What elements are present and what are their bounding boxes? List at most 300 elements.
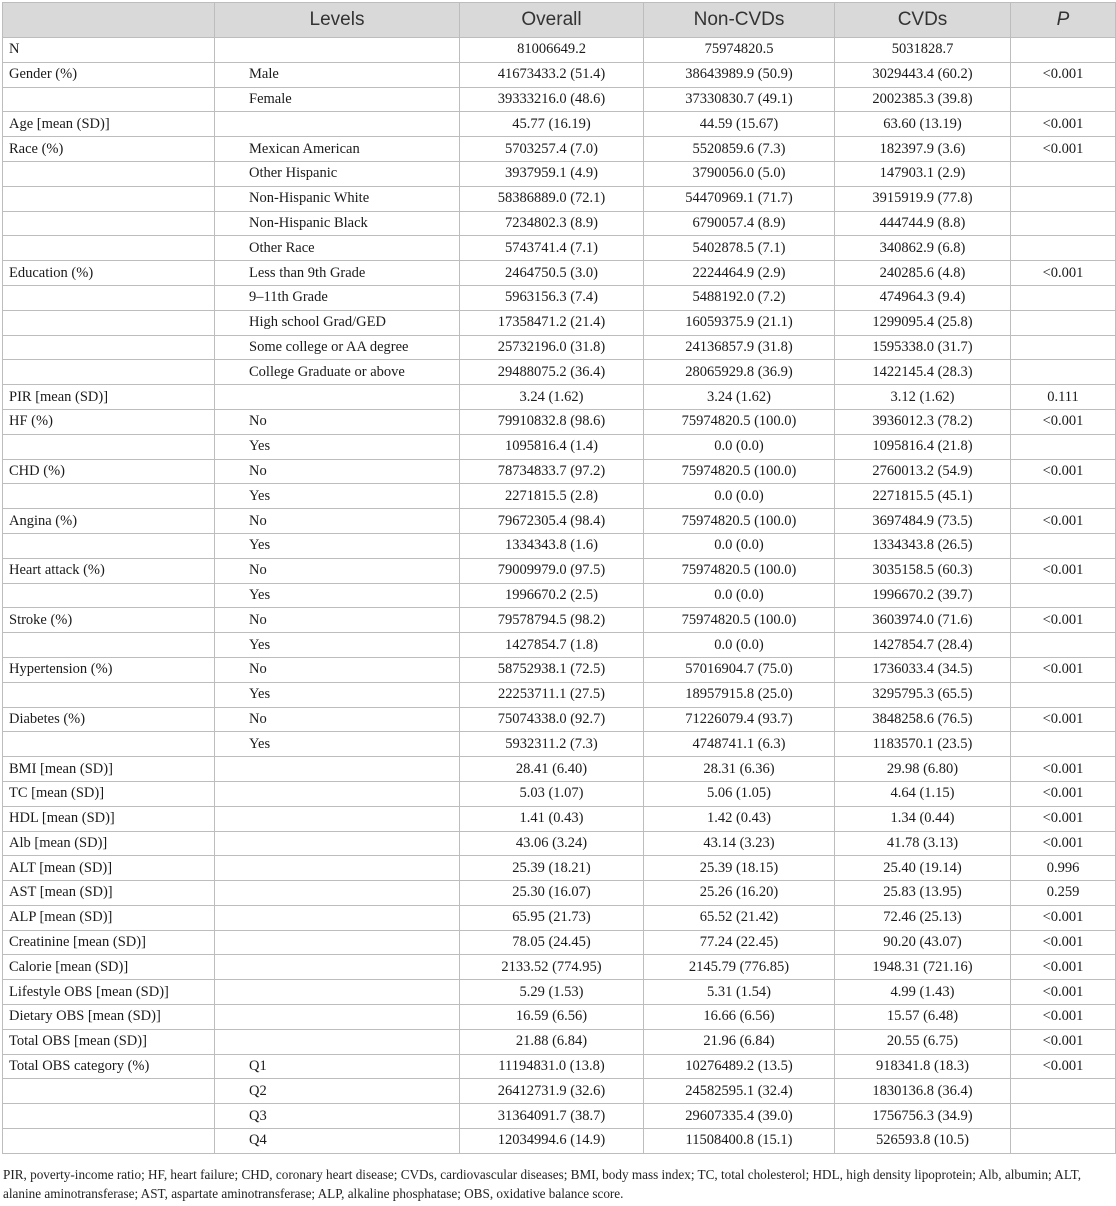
- level-cell: [215, 757, 460, 782]
- level-cell: Non-Hispanic Black: [215, 211, 460, 236]
- table-row: [3, 806, 1116, 831]
- non-cvds-cell: 24582595.1 (32.4): [644, 1079, 835, 1104]
- cvds-cell: 1595338.0 (31.7): [835, 335, 1011, 360]
- variable-cell: Hypertension (%): [3, 657, 215, 682]
- cvds-cell: 3.12 (1.62): [835, 385, 1011, 410]
- cvds-cell: 3295795.3 (65.5): [835, 682, 1011, 707]
- cvds-cell: 240285.6 (4.8): [835, 261, 1011, 286]
- overall-cell: 29488075.2 (36.4): [460, 360, 644, 385]
- level-cell: [215, 806, 460, 831]
- overall-cell: 65.95 (21.73): [460, 905, 644, 930]
- p-value-cell: <0.001: [1011, 1005, 1116, 1030]
- table-row: [3, 633, 1116, 658]
- non-cvds-cell: 75974820.5 (100.0): [644, 459, 835, 484]
- table-row: [3, 261, 1116, 286]
- table-row: [3, 62, 1116, 87]
- level-cell: Other Race: [215, 236, 460, 261]
- non-cvds-cell: 18957915.8 (25.0): [644, 682, 835, 707]
- cvds-cell: 1736033.4 (34.5): [835, 657, 1011, 682]
- non-cvds-cell: 54470969.1 (71.7): [644, 186, 835, 211]
- overall-cell: 79672305.4 (98.4): [460, 509, 644, 534]
- table-row: [3, 310, 1116, 335]
- variable-cell: ALT [mean (SD)]: [3, 856, 215, 881]
- p-value-cell: <0.001: [1011, 459, 1116, 484]
- overall-cell: 22253711.1 (27.5): [460, 682, 644, 707]
- overall-cell: 11194831.0 (13.8): [460, 1054, 644, 1079]
- p-value-cell: [1011, 682, 1116, 707]
- p-value-cell: [1011, 732, 1116, 757]
- cvds-cell: 1996670.2 (39.7): [835, 583, 1011, 608]
- cvds-cell: 1427854.7 (28.4): [835, 633, 1011, 658]
- variable-cell: Diabetes (%): [3, 707, 215, 732]
- overall-cell: 79578794.5 (98.2): [460, 608, 644, 633]
- non-cvds-cell: 28.31 (6.36): [644, 757, 835, 782]
- header-overall: Overall: [460, 3, 644, 38]
- cvds-cell: 72.46 (25.13): [835, 905, 1011, 930]
- table-row: [3, 409, 1116, 434]
- level-cell: Non-Hispanic White: [215, 186, 460, 211]
- variable-cell: Education (%): [3, 261, 215, 286]
- non-cvds-cell: 2224464.9 (2.9): [644, 261, 835, 286]
- table-row: [3, 385, 1116, 410]
- non-cvds-cell: 75974820.5 (100.0): [644, 558, 835, 583]
- cvds-cell: 25.40 (19.14): [835, 856, 1011, 881]
- p-value-cell: <0.001: [1011, 757, 1116, 782]
- header-cvds: CVDs: [835, 3, 1011, 38]
- p-value-cell: <0.001: [1011, 806, 1116, 831]
- p-value-cell: <0.001: [1011, 980, 1116, 1005]
- cvds-cell: 474964.3 (9.4): [835, 285, 1011, 310]
- overall-cell: 2271815.5 (2.8): [460, 484, 644, 509]
- level-cell: [215, 1029, 460, 1054]
- table-row: [3, 509, 1116, 534]
- header-levels: Levels: [215, 3, 460, 38]
- cvds-cell: 4.64 (1.15): [835, 781, 1011, 806]
- variable-cell: [3, 161, 215, 186]
- non-cvds-cell: 25.39 (18.15): [644, 856, 835, 881]
- table-row: [3, 707, 1116, 732]
- overall-cell: 21.88 (6.84): [460, 1029, 644, 1054]
- p-value-cell: <0.001: [1011, 62, 1116, 87]
- table-row: [3, 905, 1116, 930]
- variable-cell: Creatinine [mean (SD)]: [3, 930, 215, 955]
- overall-cell: 41673433.2 (51.4): [460, 62, 644, 87]
- non-cvds-cell: 5402878.5 (7.1): [644, 236, 835, 261]
- p-value-cell: [1011, 38, 1116, 63]
- table-row: [3, 1129, 1116, 1154]
- variable-cell: [3, 434, 215, 459]
- overall-cell: 16.59 (6.56): [460, 1005, 644, 1030]
- cvds-cell: 3936012.3 (78.2): [835, 409, 1011, 434]
- table-row: [3, 1079, 1116, 1104]
- level-cell: [215, 38, 460, 63]
- table-row: [3, 1029, 1116, 1054]
- cvds-cell: 2271815.5 (45.1): [835, 484, 1011, 509]
- p-value-cell: [1011, 533, 1116, 558]
- variable-cell: [3, 633, 215, 658]
- table-row: [3, 434, 1116, 459]
- variable-cell: Heart attack (%): [3, 558, 215, 583]
- table-row: [3, 682, 1116, 707]
- level-cell: No: [215, 509, 460, 534]
- non-cvds-cell: 10276489.2 (13.5): [644, 1054, 835, 1079]
- cvds-cell: 182397.9 (3.6): [835, 137, 1011, 162]
- cvds-cell: 147903.1 (2.9): [835, 161, 1011, 186]
- non-cvds-cell: 65.52 (21.42): [644, 905, 835, 930]
- table-row: [3, 980, 1116, 1005]
- table-body: [3, 38, 1116, 1154]
- variable-cell: Total OBS category (%): [3, 1054, 215, 1079]
- level-cell: Yes: [215, 533, 460, 558]
- table-row: [3, 657, 1116, 682]
- p-value-cell: <0.001: [1011, 781, 1116, 806]
- cvds-cell: 3035158.5 (60.3): [835, 558, 1011, 583]
- p-value-cell: [1011, 87, 1116, 112]
- overall-cell: 17358471.2 (21.4): [460, 310, 644, 335]
- non-cvds-cell: 5488192.0 (7.2): [644, 285, 835, 310]
- overall-cell: 5932311.2 (7.3): [460, 732, 644, 757]
- table-row: [3, 930, 1116, 955]
- overall-cell: 81006649.2: [460, 38, 644, 63]
- table-row: [3, 186, 1116, 211]
- table-row: [3, 533, 1116, 558]
- overall-cell: 39333216.0 (48.6): [460, 87, 644, 112]
- variable-cell: [3, 533, 215, 558]
- variable-cell: BMI [mean (SD)]: [3, 757, 215, 782]
- cvds-cell: 41.78 (3.13): [835, 831, 1011, 856]
- cvds-cell: 1948.31 (721.16): [835, 955, 1011, 980]
- variable-cell: [3, 360, 215, 385]
- non-cvds-cell: 5.06 (1.05): [644, 781, 835, 806]
- level-cell: [215, 385, 460, 410]
- table-row: [3, 484, 1116, 509]
- overall-cell: 79009979.0 (97.5): [460, 558, 644, 583]
- non-cvds-cell: 0.0 (0.0): [644, 434, 835, 459]
- overall-cell: 2133.52 (774.95): [460, 955, 644, 980]
- cvds-cell: 90.20 (43.07): [835, 930, 1011, 955]
- table-row: [3, 360, 1116, 385]
- non-cvds-cell: 5520859.6 (7.3): [644, 137, 835, 162]
- variable-cell: Lifestyle OBS [mean (SD)]: [3, 980, 215, 1005]
- level-cell: Mexican American: [215, 137, 460, 162]
- variable-cell: HDL [mean (SD)]: [3, 806, 215, 831]
- non-cvds-cell: 75974820.5 (100.0): [644, 608, 835, 633]
- cvds-cell: 918341.8 (18.3): [835, 1054, 1011, 1079]
- cvds-cell: 1830136.8 (36.4): [835, 1079, 1011, 1104]
- overall-cell: 1334343.8 (1.6): [460, 533, 644, 558]
- level-cell: Yes: [215, 583, 460, 608]
- table-row: [3, 1054, 1116, 1079]
- variable-cell: [3, 335, 215, 360]
- p-value-cell: [1011, 484, 1116, 509]
- table-row: [3, 161, 1116, 186]
- variable-cell: [3, 285, 215, 310]
- non-cvds-cell: 1.42 (0.43): [644, 806, 835, 831]
- p-value-cell: [1011, 583, 1116, 608]
- variable-cell: [3, 1129, 215, 1154]
- p-value-cell: <0.001: [1011, 608, 1116, 633]
- non-cvds-cell: 77.24 (22.45): [644, 930, 835, 955]
- table-row: [3, 38, 1116, 63]
- cvds-cell: 3029443.4 (60.2): [835, 62, 1011, 87]
- p-value-cell: <0.001: [1011, 261, 1116, 286]
- level-cell: [215, 781, 460, 806]
- non-cvds-cell: 6790057.4 (8.9): [644, 211, 835, 236]
- overall-cell: 25732196.0 (31.8): [460, 335, 644, 360]
- overall-cell: 78734833.7 (97.2): [460, 459, 644, 484]
- variable-cell: [3, 682, 215, 707]
- overall-cell: 1.41 (0.43): [460, 806, 644, 831]
- p-value-cell: <0.001: [1011, 707, 1116, 732]
- table-footnote: PIR, poverty-income ratio; HF, heart failure; CHD, coronary heart disease; CVDs, cardiovascular diseases; BMI, body mass index; TC, total cholesterol; HDL, high density lipoprotein; Alb, albumin; ALT, alanine aminotransferase; AST, aspartate aminotransferase; ALP, alkaline phosphatase; OBS, oxidative balance score.: [3, 1167, 1082, 1201]
- p-value-cell: <0.001: [1011, 905, 1116, 930]
- cvds-cell: 3697484.9 (73.5): [835, 509, 1011, 534]
- level-cell: [215, 955, 460, 980]
- table-row: [3, 459, 1116, 484]
- overall-cell: 5743741.4 (7.1): [460, 236, 644, 261]
- overall-cell: 43.06 (3.24): [460, 831, 644, 856]
- table-row: [3, 335, 1116, 360]
- level-cell: Less than 9th Grade: [215, 261, 460, 286]
- non-cvds-cell: 24136857.9 (31.8): [644, 335, 835, 360]
- level-cell: Other Hispanic: [215, 161, 460, 186]
- level-cell: Female: [215, 87, 460, 112]
- overall-cell: 78.05 (24.45): [460, 930, 644, 955]
- table-row: [3, 558, 1116, 583]
- variable-cell: [3, 87, 215, 112]
- non-cvds-cell: 43.14 (3.23): [644, 831, 835, 856]
- overall-cell: 3937959.1 (4.9): [460, 161, 644, 186]
- header-row: [3, 3, 1116, 38]
- cvds-cell: 1183570.1 (23.5): [835, 732, 1011, 757]
- non-cvds-cell: 5.31 (1.54): [644, 980, 835, 1005]
- variable-cell: [3, 583, 215, 608]
- p-value-cell: [1011, 360, 1116, 385]
- overall-cell: 75074338.0 (92.7): [460, 707, 644, 732]
- level-cell: Male: [215, 62, 460, 87]
- variable-cell: Angina (%): [3, 509, 215, 534]
- variable-cell: Dietary OBS [mean (SD)]: [3, 1005, 215, 1030]
- overall-cell: 7234802.3 (8.9): [460, 211, 644, 236]
- variable-cell: PIR [mean (SD)]: [3, 385, 215, 410]
- cvds-cell: 4.99 (1.43): [835, 980, 1011, 1005]
- level-cell: Yes: [215, 434, 460, 459]
- header-variable: [3, 3, 215, 38]
- level-cell: Yes: [215, 682, 460, 707]
- overall-cell: 28.41 (6.40): [460, 757, 644, 782]
- table-row: [3, 732, 1116, 757]
- overall-cell: 79910832.8 (98.6): [460, 409, 644, 434]
- cvds-cell: 1095816.4 (21.8): [835, 434, 1011, 459]
- table-row: [3, 583, 1116, 608]
- level-cell: [215, 881, 460, 906]
- p-value-cell: [1011, 211, 1116, 236]
- overall-cell: 1095816.4 (1.4): [460, 434, 644, 459]
- non-cvds-cell: 4748741.1 (6.3): [644, 732, 835, 757]
- p-value-cell: <0.001: [1011, 1054, 1116, 1079]
- variable-cell: [3, 310, 215, 335]
- variable-cell: [3, 186, 215, 211]
- p-value-cell: [1011, 285, 1116, 310]
- variable-cell: [3, 1104, 215, 1129]
- p-value-cell: <0.001: [1011, 558, 1116, 583]
- variable-cell: AST [mean (SD)]: [3, 881, 215, 906]
- level-cell: No: [215, 558, 460, 583]
- cvds-cell: 3603974.0 (71.6): [835, 608, 1011, 633]
- level-cell: Q1: [215, 1054, 460, 1079]
- non-cvds-cell: 57016904.7 (75.0): [644, 657, 835, 682]
- p-value-cell: [1011, 633, 1116, 658]
- non-cvds-cell: 38643989.9 (50.9): [644, 62, 835, 87]
- variable-cell: Total OBS [mean (SD)]: [3, 1029, 215, 1054]
- cvds-cell: 444744.9 (8.8): [835, 211, 1011, 236]
- table-row: [3, 781, 1116, 806]
- p-value-cell: [1011, 186, 1116, 211]
- non-cvds-cell: 75974820.5 (100.0): [644, 509, 835, 534]
- level-cell: Q4: [215, 1129, 460, 1154]
- p-value-cell: <0.001: [1011, 657, 1116, 682]
- non-cvds-cell: 75974820.5: [644, 38, 835, 63]
- overall-cell: 58386889.0 (72.1): [460, 186, 644, 211]
- p-value-cell: [1011, 335, 1116, 360]
- cvds-cell: 526593.8 (10.5): [835, 1129, 1011, 1154]
- variable-cell: TC [mean (SD)]: [3, 781, 215, 806]
- p-value-cell: [1011, 1129, 1116, 1154]
- non-cvds-cell: 2145.79 (776.85): [644, 955, 835, 980]
- p-value-cell: [1011, 1104, 1116, 1129]
- cvds-cell: 1334343.8 (26.5): [835, 533, 1011, 558]
- level-cell: Some college or AA degree: [215, 335, 460, 360]
- level-cell: No: [215, 608, 460, 633]
- table-row: [3, 955, 1116, 980]
- table-row: [3, 285, 1116, 310]
- cvds-cell: 63.60 (13.19): [835, 112, 1011, 137]
- level-cell: [215, 905, 460, 930]
- variable-cell: [3, 236, 215, 261]
- overall-cell: 5.29 (1.53): [460, 980, 644, 1005]
- level-cell: Q3: [215, 1104, 460, 1129]
- variable-cell: ALP [mean (SD)]: [3, 905, 215, 930]
- variable-cell: Stroke (%): [3, 608, 215, 633]
- overall-cell: 5.03 (1.07): [460, 781, 644, 806]
- cvds-cell: 15.57 (6.48): [835, 1005, 1011, 1030]
- cvds-cell: 20.55 (6.75): [835, 1029, 1011, 1054]
- non-cvds-cell: 44.59 (15.67): [644, 112, 835, 137]
- p-value-cell: 0.259: [1011, 881, 1116, 906]
- p-value-cell: [1011, 236, 1116, 261]
- level-cell: No: [215, 707, 460, 732]
- overall-cell: 1427854.7 (1.8): [460, 633, 644, 658]
- p-value-cell: <0.001: [1011, 831, 1116, 856]
- non-cvds-cell: 16.66 (6.56): [644, 1005, 835, 1030]
- baseline-characteristics-table: [2, 2, 1116, 1154]
- overall-cell: 58752938.1 (72.5): [460, 657, 644, 682]
- table-row: [3, 236, 1116, 261]
- p-value-cell: [1011, 434, 1116, 459]
- table-row: [3, 211, 1116, 236]
- level-cell: [215, 930, 460, 955]
- table-row: [3, 831, 1116, 856]
- level-cell: Yes: [215, 484, 460, 509]
- variable-cell: Calorie [mean (SD)]: [3, 955, 215, 980]
- non-cvds-cell: 0.0 (0.0): [644, 533, 835, 558]
- level-cell: [215, 980, 460, 1005]
- overall-cell: 26412731.9 (32.6): [460, 1079, 644, 1104]
- table-row: [3, 757, 1116, 782]
- level-cell: College Graduate or above: [215, 360, 460, 385]
- table-row: [3, 608, 1116, 633]
- table-row: [3, 137, 1116, 162]
- level-cell: [215, 831, 460, 856]
- table-row: [3, 1104, 1116, 1129]
- variable-cell: Race (%): [3, 137, 215, 162]
- p-value-cell: [1011, 161, 1116, 186]
- non-cvds-cell: 29607335.4 (39.0): [644, 1104, 835, 1129]
- overall-cell: 3.24 (1.62): [460, 385, 644, 410]
- table-header: [3, 3, 1116, 38]
- cvds-cell: 2760013.2 (54.9): [835, 459, 1011, 484]
- p-value-cell: [1011, 310, 1116, 335]
- cvds-cell: 5031828.7: [835, 38, 1011, 63]
- overall-cell: 2464750.5 (3.0): [460, 261, 644, 286]
- overall-cell: 1996670.2 (2.5): [460, 583, 644, 608]
- level-cell: No: [215, 657, 460, 682]
- p-value-cell: <0.001: [1011, 955, 1116, 980]
- overall-cell: 31364091.7 (38.7): [460, 1104, 644, 1129]
- non-cvds-cell: 0.0 (0.0): [644, 633, 835, 658]
- overall-cell: 25.30 (16.07): [460, 881, 644, 906]
- overall-cell: 5703257.4 (7.0): [460, 137, 644, 162]
- non-cvds-cell: 0.0 (0.0): [644, 484, 835, 509]
- cvds-cell: 25.83 (13.95): [835, 881, 1011, 906]
- non-cvds-cell: 71226079.4 (93.7): [644, 707, 835, 732]
- p-value-cell: 0.996: [1011, 856, 1116, 881]
- p-value-cell: <0.001: [1011, 1029, 1116, 1054]
- non-cvds-cell: 3.24 (1.62): [644, 385, 835, 410]
- variable-cell: Alb [mean (SD)]: [3, 831, 215, 856]
- p-value-cell: <0.001: [1011, 509, 1116, 534]
- non-cvds-cell: 11508400.8 (15.1): [644, 1129, 835, 1154]
- variable-cell: CHD (%): [3, 459, 215, 484]
- cvds-cell: 3915919.9 (77.8): [835, 186, 1011, 211]
- table-row: [3, 881, 1116, 906]
- variable-cell: [3, 1079, 215, 1104]
- cvds-cell: 1422145.4 (28.3): [835, 360, 1011, 385]
- level-cell: No: [215, 459, 460, 484]
- level-cell: [215, 1005, 460, 1030]
- cvds-cell: 340862.9 (6.8): [835, 236, 1011, 261]
- cvds-cell: 3848258.6 (76.5): [835, 707, 1011, 732]
- cvds-cell: 1299095.4 (25.8): [835, 310, 1011, 335]
- variable-cell: HF (%): [3, 409, 215, 434]
- non-cvds-cell: 3790056.0 (5.0): [644, 161, 835, 186]
- p-value-cell: <0.001: [1011, 409, 1116, 434]
- p-value-cell: <0.001: [1011, 112, 1116, 137]
- variable-cell: [3, 732, 215, 757]
- variable-cell: N: [3, 38, 215, 63]
- level-cell: No: [215, 409, 460, 434]
- header-p-value: P: [1011, 3, 1116, 38]
- overall-cell: 12034994.6 (14.9): [460, 1129, 644, 1154]
- p-value-cell: [1011, 1079, 1116, 1104]
- level-cell: Yes: [215, 633, 460, 658]
- non-cvds-cell: 28065929.8 (36.9): [644, 360, 835, 385]
- level-cell: [215, 112, 460, 137]
- non-cvds-cell: 16059375.9 (21.1): [644, 310, 835, 335]
- overall-cell: 5963156.3 (7.4): [460, 285, 644, 310]
- header-non-cvds: Non-CVDs: [644, 3, 835, 38]
- non-cvds-cell: 21.96 (6.84): [644, 1029, 835, 1054]
